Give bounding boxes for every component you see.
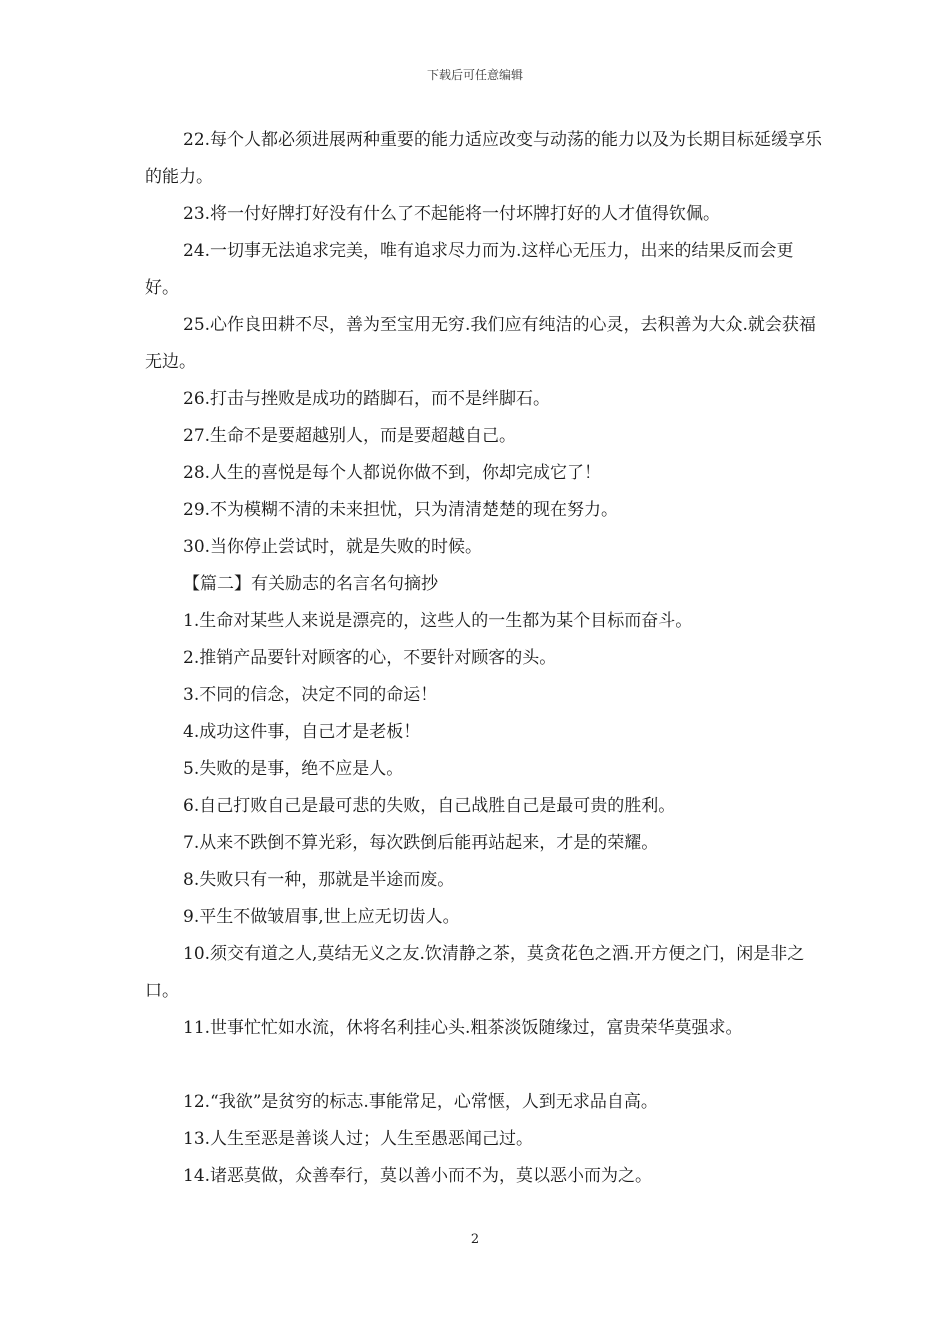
section-heading: 【篇二】有关励志的名言名句摘抄 [183,574,438,594]
paragraph: 7.从来不跌倒不算光彩，每次跌倒后能再站起来，才是的荣耀。 [183,833,659,853]
paragraph: 29.不为模糊不清的未来担忧，只为清清楚楚的现在努力。 [183,500,619,520]
paragraph: 30.当你停止尝试时，就是失败的时候。 [183,537,483,557]
page-number: 2 [470,1232,480,1247]
document-body [145,122,825,1195]
paragraph: 12.“我欲”是贫穷的标志.事能常足，心常惬，人到无求品自高。 [183,1092,658,1112]
paragraph: 11.世事忙忙如水流，休将名利挂心头.粗茶淡饭随缘过，富贵荣华莫强求。 [183,1018,743,1038]
paragraph: 8.失败只有一种，那就是半途而废。 [183,870,455,890]
paragraph: 24.一切事无法追求完美，唯有追求尽力而为.这样心无压力，出来的结果反而会更好。 [145,241,794,298]
paragraph: 3.不同的信念，决定不同的命运！ [183,685,438,705]
paragraph: 22.每个人都必须进展两种重要的能力适应改变与动荡的能力以及为长期目标延缓享乐的能力。 [145,130,823,187]
paragraph: 9.平生不做皱眉事,世上应无切齿人。 [183,907,460,927]
paragraph: 14.诸恶莫做，众善奉行，莫以善小而不为，莫以恶小而为之。 [183,1166,653,1186]
paragraph: 28.人生的喜悦是每个人都说你做不到，你却完成它了！ [183,463,602,483]
paragraph: 6.自己打败自己是最可悲的失败，自己战胜自己是最可贵的胜利。 [183,796,676,816]
paragraph: 2.推销产品要针对顾客的心，不要针对顾客的头。 [183,648,557,668]
page-header: 下载后可任意编辑 [426,68,523,82]
paragraph: 1.生命对某些人来说是漂亮的，这些人的一生都为某个目标而奋斗。 [183,611,693,631]
paragraph: 5.失败的是事，绝不应是人。 [183,759,404,779]
paragraph: 26.打击与挫败是成功的踏脚石，而不是绊脚石。 [183,389,551,409]
paragraph: 27.生命不是要超越别人，而是要超越自己。 [183,426,517,446]
paragraph: 4.成功这件事，自己才是老板！ [183,722,421,742]
paragraph: 23.将一付好牌打好没有什么了不起能将一付坏牌打好的人才值得钦佩。 [183,204,721,224]
paragraph: 10.须交有道之人,莫结无义之友.饮清静之茶，莫贪花色之酒.开方便之门，闲是非之口。 [145,944,805,1001]
paragraph: 13.人生至恶是善谈人过；人生至愚恶闻己过。 [183,1129,534,1149]
paragraph: 25.心作良田耕不尽，善为至宝用无穷.我们应有纯洁的心灵，去积善为大众.就会获福无边。 [145,315,816,372]
